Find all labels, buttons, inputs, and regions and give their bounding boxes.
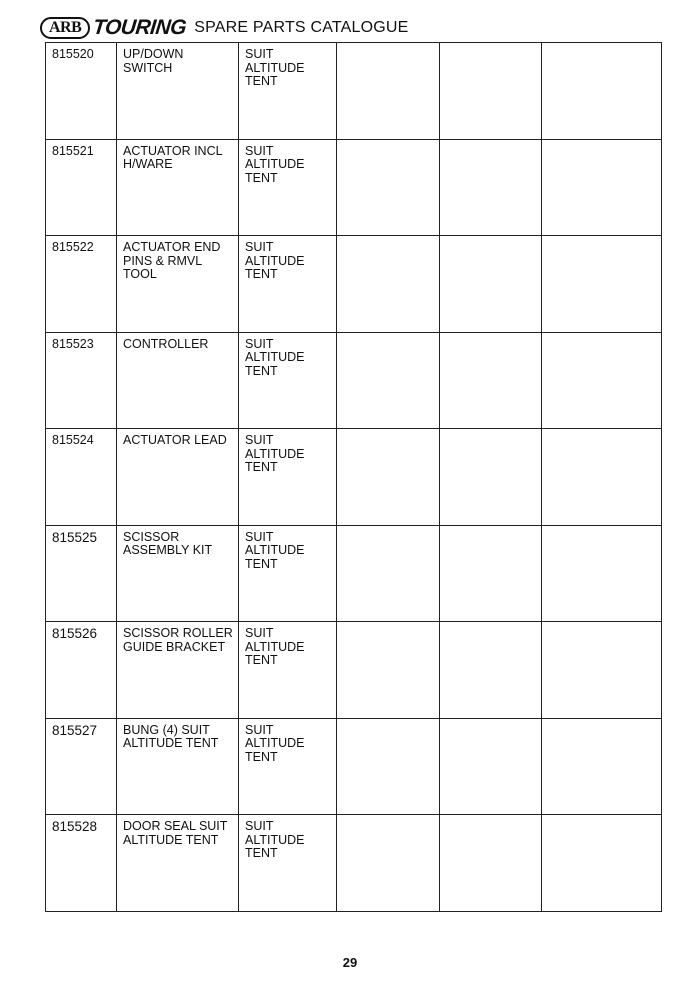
blank-cell-1 xyxy=(337,332,440,429)
table-row xyxy=(46,236,662,333)
table-row xyxy=(46,332,662,429)
application-cell: SUIT ALTITUDE TENT xyxy=(239,236,337,333)
blank-cell-1 xyxy=(337,622,440,719)
application-cell: SUIT ALTITUDE TENT xyxy=(239,43,337,140)
part-number-cell: 815520 xyxy=(46,43,117,140)
blank-cell-1 xyxy=(337,525,440,622)
blank-cell-2 xyxy=(440,332,542,429)
blank-cell-2 xyxy=(440,525,542,622)
description-cell: SCISSOR ROLLER GUIDE BRACKET xyxy=(117,622,239,719)
blank-cell-2 xyxy=(440,236,542,333)
description-cell: UP/DOWN SWITCH xyxy=(117,43,239,140)
blank-cell-3 xyxy=(542,622,662,719)
application-cell: SUIT ALTITUDE TENT xyxy=(239,332,337,429)
blank-cell-2 xyxy=(440,718,542,815)
table-row xyxy=(46,718,662,815)
blank-cell-2 xyxy=(440,429,542,526)
blank-cell-3 xyxy=(542,236,662,333)
application-cell: SUIT ALTITUDE TENT xyxy=(239,139,337,236)
parts-table xyxy=(45,42,662,912)
description-cell: ACTUATOR LEAD xyxy=(117,429,239,526)
table-row xyxy=(46,525,662,622)
application-cell: SUIT ALTITUDE TENT xyxy=(239,525,337,622)
application-cell: SUIT ALTITUDE TENT xyxy=(239,622,337,719)
part-number-cell: 815521 xyxy=(46,139,117,236)
blank-cell-2 xyxy=(440,815,542,912)
application-cell: SUIT ALTITUDE TENT xyxy=(239,815,337,912)
blank-cell-3 xyxy=(542,139,662,236)
description-cell: ACTUATOR INCL H/WARE xyxy=(117,139,239,236)
application-cell: SUIT ALTITUDE TENT xyxy=(239,718,337,815)
blank-cell-1 xyxy=(337,429,440,526)
description-cell: CONTROLLER xyxy=(117,332,239,429)
table-row xyxy=(46,815,662,912)
table-row xyxy=(46,429,662,526)
description-cell: SCISSOR ASSEMBLY KIT xyxy=(117,525,239,622)
blank-cell-3 xyxy=(542,429,662,526)
table-row xyxy=(46,43,662,140)
part-number-cell: 815525 xyxy=(46,525,117,622)
table-row xyxy=(46,139,662,236)
blank-cell-1 xyxy=(337,815,440,912)
arb-touring-logo xyxy=(40,16,186,40)
blank-cell-3 xyxy=(542,815,662,912)
page-title: SPARE PARTS CATALOGUE xyxy=(194,19,409,36)
part-number-cell: 815527 xyxy=(46,718,117,815)
part-number-cell: 815526 xyxy=(46,622,117,719)
blank-cell-2 xyxy=(440,622,542,719)
parts-table-body xyxy=(46,43,662,912)
logo-wordmark: TOURING xyxy=(92,16,188,39)
blank-cell-1 xyxy=(337,43,440,140)
blank-cell-1 xyxy=(337,139,440,236)
logo-badge: ARB xyxy=(40,17,90,39)
application-cell: SUIT ALTITUDE TENT xyxy=(239,429,337,526)
description-cell: BUNG (4) SUIT ALTITUDE TENT xyxy=(117,718,239,815)
blank-cell-3 xyxy=(542,332,662,429)
part-number-cell: 815522 xyxy=(46,236,117,333)
blank-cell-1 xyxy=(337,236,440,333)
blank-cell-3 xyxy=(542,718,662,815)
blank-cell-3 xyxy=(542,43,662,140)
page-number: 29 xyxy=(342,955,358,970)
blank-cell-1 xyxy=(337,718,440,815)
part-number-cell: 815528 xyxy=(46,815,117,912)
part-number-cell: 815523 xyxy=(46,332,117,429)
page-header xyxy=(40,14,409,42)
blank-cell-3 xyxy=(542,525,662,622)
table-row xyxy=(46,622,662,719)
description-cell: DOOR SEAL SUIT ALTITUDE TENT xyxy=(117,815,239,912)
blank-cell-2 xyxy=(440,139,542,236)
blank-cell-2 xyxy=(440,43,542,140)
description-cell: ACTUATOR END PINS & RMVL TOOL xyxy=(117,236,239,333)
part-number-cell: 815524 xyxy=(46,429,117,526)
